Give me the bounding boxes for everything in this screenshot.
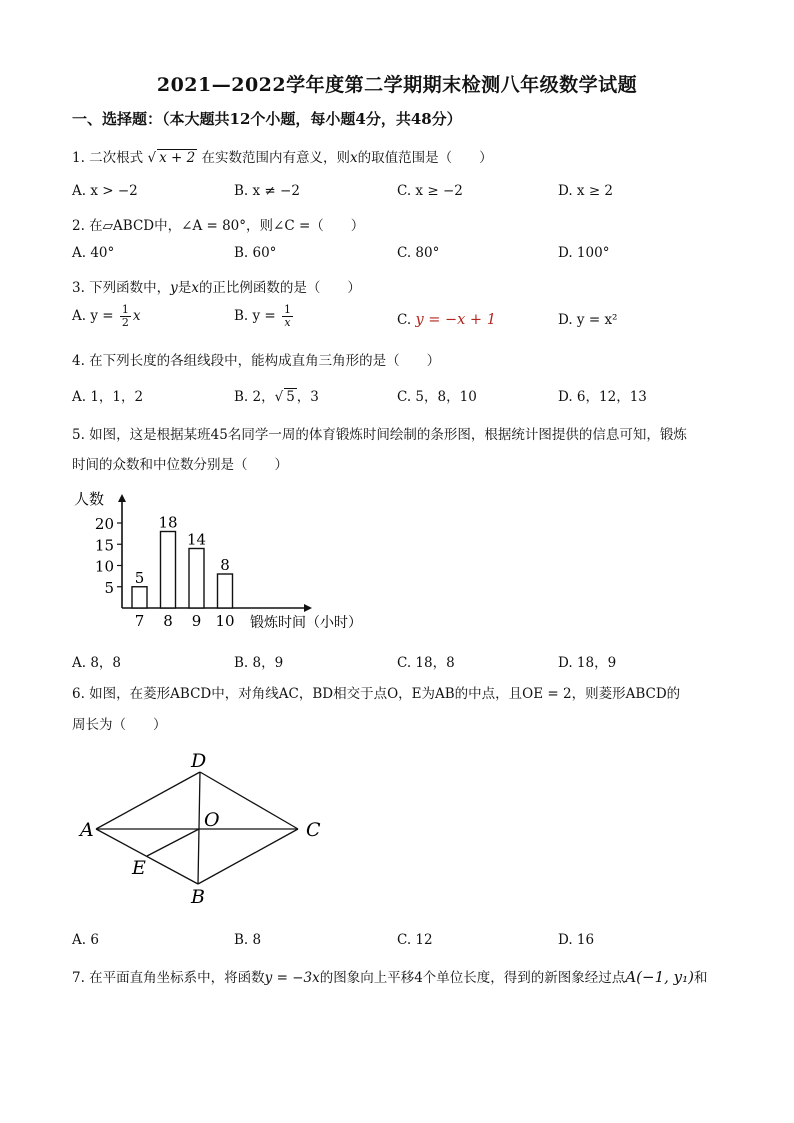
question-3-stem (72, 276, 361, 296)
label-b: B (191, 886, 205, 908)
q4-option-c[interactable]: C. 5，8，10 (397, 389, 477, 405)
x-axis-arrow (304, 604, 312, 612)
q3-stem-a: 3. 下列函数中， (72, 280, 171, 296)
q7-function: y = −3x (264, 970, 320, 986)
q3-stem-b: 是 (177, 280, 192, 296)
x-tick-label: 10 (215, 612, 235, 630)
q3-option-c[interactable] (397, 312, 496, 328)
x-tick-label: 9 (191, 612, 202, 630)
question-7-stem (72, 966, 707, 986)
q3-b-num: 1 (284, 303, 292, 316)
q3-a-pre: A. y = (72, 308, 114, 324)
q3-option-a[interactable] (72, 304, 140, 329)
q3-b-pre: B. y = (234, 308, 276, 324)
q7-stem-c: 和 (693, 970, 708, 986)
q4-option-d[interactable]: D. 6，12，13 (558, 389, 647, 405)
q5-option-a[interactable]: A. 8，8 (72, 655, 122, 671)
q7-stem-a: 7. 在平面直角坐标系中，将函数 (72, 970, 265, 986)
q6-option-b[interactable]: B. 8 (234, 932, 262, 948)
q7-stem-b: 的图象向上平移4个单位长度，得到的新图象经过点 (319, 970, 626, 986)
q3-c-expr: y = −x + 1 (415, 312, 496, 328)
q3-a-fraction (120, 304, 131, 329)
q3-option-d[interactable]: D. y = x² (558, 312, 618, 328)
q1-option-b[interactable]: B. x ≠ −2 (234, 183, 300, 199)
q1-option-d[interactable]: D. x ≥ 2 (558, 183, 614, 199)
q5-option-c[interactable]: C. 18，8 (397, 655, 455, 671)
q3-b-fraction (282, 304, 293, 329)
q5-option-d[interactable]: D. 18，9 (558, 655, 617, 671)
q6-option-a[interactable]: A. 6 (72, 932, 99, 948)
bar (161, 532, 176, 609)
label-o: O (204, 809, 220, 831)
q3-var-x: x (191, 280, 199, 296)
question-4-stem: 4. 在下列长度的各组线段中，能构成直角三角形的是（ ） (72, 353, 441, 369)
bar (189, 549, 204, 609)
q3-c-pre: C. (397, 312, 412, 328)
q1-option-a[interactable]: A. x > −2 (72, 183, 138, 199)
rhombus-diagram (76, 748, 336, 912)
y-tick-label: 20 (94, 515, 114, 533)
q2-option-d[interactable]: D. 100° (558, 245, 610, 261)
diagonal-bd (198, 772, 200, 884)
q1-stem-a: 1. 二次根式 (72, 150, 144, 166)
q4-b-pre: B. 2， (234, 389, 275, 405)
x-tick-label: 8 (163, 612, 173, 630)
q2-option-b[interactable]: B. 60° (234, 245, 277, 261)
bar-chart (60, 482, 400, 638)
y-tick-label: 10 (94, 557, 114, 576)
label-d: D (191, 750, 207, 772)
label-a: A (80, 819, 94, 841)
q5-option-b[interactable]: B. 8，9 (234, 655, 284, 671)
q4-b-radicand: 5 (286, 389, 295, 405)
side-ad (96, 772, 200, 829)
q1-var: x (349, 150, 358, 166)
segment-oe (147, 829, 199, 856)
q3-a-den: 2 (121, 316, 129, 329)
q3-stem-c: 的正比例函数的是（ ） (198, 280, 361, 296)
question-1-stem: 1. 二次根式 √ x + 2 在实数范围内有意义，则x的取值范围是（ ） (72, 150, 493, 166)
bar-value-label: 5 (134, 568, 145, 587)
q4-option-a[interactable]: A. 1，1，2 (72, 389, 144, 405)
y-tick-label: 15 (94, 536, 114, 555)
question-2-stem: 2. 在▱ABCD中，∠A = 80°，则∠C =（ ） (72, 218, 365, 234)
y-axis-arrow (118, 494, 126, 502)
q3-a-num: 1 (121, 303, 129, 316)
bar-value-label: 18 (158, 513, 178, 532)
x-tick-label: 7 (134, 612, 145, 630)
question-6-line1: 6. 如图，在菱形ABCD中，对角线AC，BD相交于点O，E为AB的中点，且OE = 2，则菱形ABCD的 (72, 686, 681, 702)
q7-point: A(−1, y₁) (625, 968, 694, 986)
q2-option-c[interactable]: C. 80° (397, 245, 440, 261)
q3-a-post: x (132, 308, 141, 324)
bar-value-label: 14 (186, 530, 207, 549)
x-axis-label: 锻炼时间（小时） (250, 615, 362, 631)
q1-radicand: x + 2 (159, 150, 196, 166)
page-title: 2021—2022学年度第二学期期末检测八年级数学试题 (156, 74, 638, 96)
q1-option-c[interactable]: C. x ≥ −2 (397, 183, 463, 199)
q2-option-a[interactable]: A. 40° (72, 245, 115, 261)
y-axis-label: 人数 (74, 490, 105, 508)
label-c: C (306, 819, 321, 841)
label-e: E (132, 857, 146, 879)
q1-stem-c: 的取值范围是（ ） (357, 150, 493, 166)
question-6-line2: 周长为（ ） (72, 717, 167, 733)
q1-stem-b: 在实数范围内有意义，则 (201, 150, 350, 166)
q4-option-b[interactable]: B. 2，√ 5 ，3 (234, 389, 319, 405)
q3-var-y: y (170, 280, 178, 296)
section-heading: 一、选择题：（本大题共12个小题，每小题4分，共48分） (72, 110, 462, 128)
q3-b-den: x (284, 316, 291, 329)
y-tick-label: 5 (104, 578, 114, 597)
q6-option-d[interactable]: D. 16 (558, 932, 595, 948)
side-cb (198, 829, 298, 884)
q3-option-b[interactable] (234, 304, 295, 329)
bar (132, 587, 147, 608)
bar (218, 574, 233, 608)
q6-option-c[interactable]: C. 12 (397, 932, 433, 948)
question-5-line2: 时间的众数和中位数分别是（ ） (72, 457, 288, 473)
q4-b-post: ，3 (296, 389, 319, 405)
bar-value-label: 8 (220, 556, 230, 574)
question-5-line1: 5. 如图，这是根据某班45名同学一周的体育锻炼时间绘制的条形图，根据统计图提供的信息可知，锻炼 (72, 427, 687, 443)
